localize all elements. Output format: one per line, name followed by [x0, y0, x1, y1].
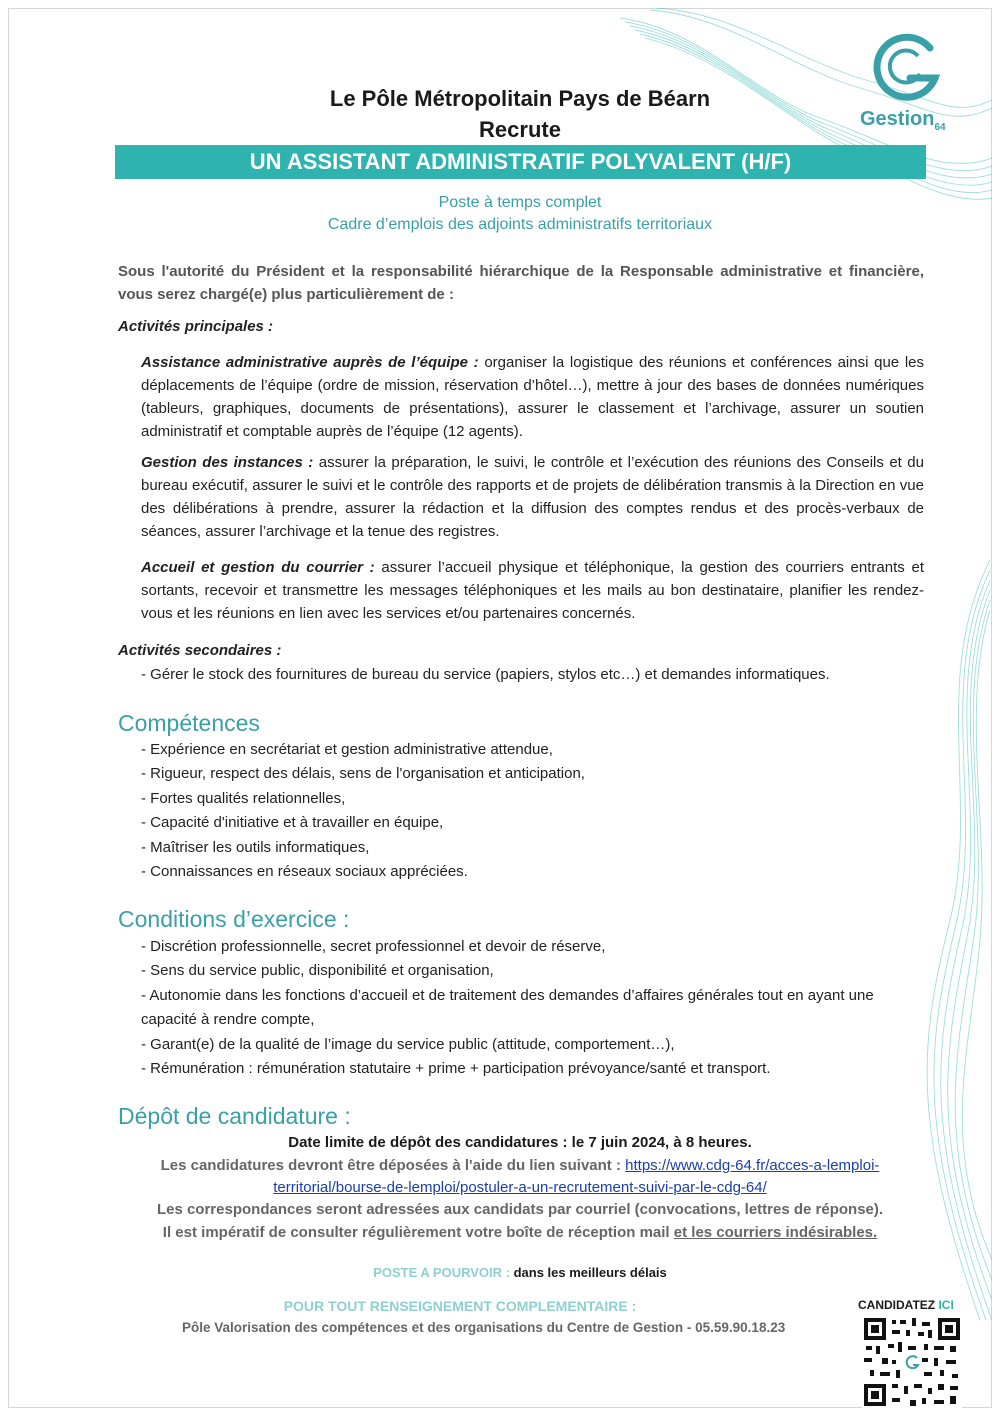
- list-item: - Expérience en secrétariat et gestion administrative attendue,: [141, 741, 553, 758]
- activity-text: assurer la préparation, le suivi, le contrôle et l’exécution des réunions des Conseils et du bureau exécutif, assurer le suivi et le contrôle des rapports et de projets de délibération transmis à la Direction en vue des délibérations à prendre, assurer la rédaction et la diffusion des comptes rendus et des procès-verbaux de séances, assurer l’archivage et la tenue des registres.: [141, 454, 924, 540]
- application-link-block: [100, 1155, 940, 1199]
- position-label: POSTE A POURVOIR :: [373, 1265, 514, 1280]
- mailbox-check-text: Il est impératif de consulter régulièrement votre boîte de réception mail: [162, 1224, 674, 1241]
- info-contact: Pôle Valorisation des compétences et des organisations du Centre de Gestion - 05.59.90.18.23: [182, 1320, 786, 1335]
- list-item: - Autonomie dans les fonctions d’accueil et de traitement des demandes d’affaires générales tout en ayant une capacité à rendre compte,: [141, 986, 874, 1029]
- activity-admin-assistance: [141, 351, 924, 443]
- activity-text: assurer l’accueil physique et téléphonique, la gestion des courriers entrants et sortants, recevoir et transmettre les messages téléphoniques et les mails au bon destinataire, planifier les rendez-vous et les réunions en lien avec les services et/ou partenaires concernés.: [141, 559, 924, 622]
- secondary-activities-heading: Activités secondaires :: [118, 642, 282, 659]
- position-value: dans les meilleurs délais: [513, 1265, 667, 1280]
- secondary-activity-item: - Gérer le stock des fournitures de bureau du service (papiers, stylos etc…) et demandes informatiques.: [141, 666, 830, 683]
- activity-title: Gestion des instances :: [141, 454, 314, 471]
- position-type: Poste à temps complet: [438, 194, 602, 211]
- correspondence-line: Les correspondances seront adressées aux candidats par courriel (convocations, lettres de réponse).: [156, 1201, 884, 1218]
- apply-here-label: CANDIDATEZ ICI: [858, 1298, 954, 1312]
- list-item: - Capacité d'initiative et à travailler en équipe,: [141, 814, 444, 832]
- job-framework: Cadre d’emplois des adjoints administratifs territoriaux: [327, 216, 713, 233]
- job-title-banner: UN ASSISTANT ADMINISTRATIF POLYVALENT (H/F): [115, 145, 926, 179]
- list-item: - Connaissances en réseaux sociaux appréciées.: [141, 863, 468, 881]
- list-item: - Discrétion professionnelle, secret professionnel et devoir de réserve,: [141, 938, 606, 955]
- list-item: - Rigueur, respect des délais, sens de l'organisation et anticipation,: [141, 765, 585, 783]
- list-item: - Fortes qualités relationnelles,: [141, 789, 346, 807]
- conditions-heading: Conditions d’exercice :: [118, 906, 350, 932]
- application-heading: Dépôt de candidature :: [118, 1103, 351, 1129]
- list-item: - Maîtriser les outils informatiques,: [141, 838, 370, 856]
- qr-code[interactable]: [862, 1316, 962, 1408]
- list-item: - Garant(e) de la qualité de l’image du service public (attitude, comportement…),: [141, 1035, 675, 1053]
- activity-text: organiser la logistique des réunions et conférences ainsi que les déplacements de l’équipe (ordre de mission, réservation d’hôtel…), mettre à jour des bases de données numériques (tableurs, graphiques, documents de présentations), assurer le classement et l’archivage, assurer un soutien administratif et comptable auprès de l’équipe (12 agents).: [141, 354, 924, 440]
- skills-list: [141, 738, 926, 884]
- application-link-continued[interactable]: territorial/bourse-de-lemploi/postuler-a-un-recrutement-suivi-par-le-cdg-64/: [273, 1179, 767, 1196]
- spam-folder-text: et les courriers indésirables.: [673, 1224, 878, 1241]
- info-label: POUR TOUT RENSEIGNEMENT COMPLEMENTAIRE :: [283, 1298, 637, 1314]
- main-activities-heading: Activités principales :: [118, 318, 274, 335]
- deadline-line: Date limite de dépôt des candidatures : le 7 juin 2024, à 8 heures.: [288, 1134, 752, 1151]
- intro-paragraph: Sous l'autorité du Président et la responsabilité hiérarchique de la Responsable administrative et financière, vous serez chargé(e) plus particulièrement de :: [118, 263, 924, 303]
- skills-heading: Compétences: [118, 710, 260, 736]
- list-item: - Rémunération : rémunération statutaire + prime + participation prévoyance/santé et transport.: [141, 1060, 771, 1078]
- application-link[interactable]: https://www.cdg-64.fr/acces-a-lemploi-: [625, 1157, 880, 1174]
- link-intro: Les candidatures devront être déposées à l'aide du lien suivant :: [160, 1157, 626, 1174]
- list-item: - Sens du service public, disponibilité et organisation,: [141, 962, 494, 980]
- conditions-list: [141, 935, 926, 1081]
- activity-title: Accueil et gestion du courrier :: [141, 559, 375, 576]
- activity-instances: [141, 451, 924, 543]
- mailbox-check-line: [100, 1222, 940, 1244]
- activity-mail: [141, 556, 924, 625]
- employer-title: Le Pôle Métropolitain Pays de Béarn: [329, 86, 711, 111]
- recruits-label: Recrute: [479, 117, 561, 142]
- logo-text: Gestion$_{64}$: [860, 108, 946, 133]
- position-availability: [100, 1262, 940, 1284]
- activity-title: Assistance administrative auprès de l’équipe :: [141, 354, 479, 371]
